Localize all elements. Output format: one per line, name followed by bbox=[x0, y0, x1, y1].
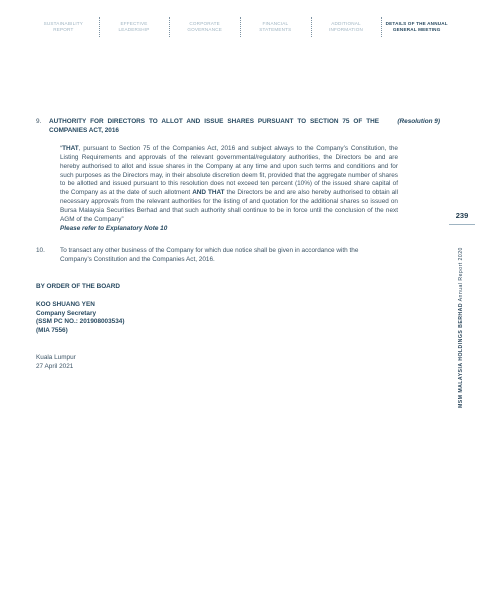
explanatory-note: Please refer to Explanatory Note 10 bbox=[60, 224, 168, 232]
signatory-block bbox=[36, 301, 448, 337]
item-number: 9. bbox=[36, 118, 42, 125]
nav-label-line1: FINANCIAL bbox=[262, 21, 289, 26]
resolution-label: (Resolution 9) bbox=[397, 118, 440, 125]
item-9-title: AUTHORITY FOR DIRECTORS TO ALLOT AND ISSUE SHARES PURSUANT TO SECTION 75 OF THE COMPANIES ACT, 2016 bbox=[49, 118, 379, 134]
page-number: 239 bbox=[455, 211, 469, 220]
and-that-keyword: AND THAT bbox=[192, 189, 225, 197]
quote-mark: “ bbox=[60, 144, 63, 152]
nav-label-line1: EFFECTIVE bbox=[120, 21, 148, 26]
item-9-heading bbox=[36, 118, 448, 136]
signer-name: KOO SHUANG YEN bbox=[36, 300, 95, 308]
nav-label-line2: LEADERSHIP bbox=[118, 27, 150, 32]
item-10-text: To transact any other business of the Company for which due notice shall be given in accordance with the Company’s Constitution and the Companies Act, 2016. bbox=[60, 246, 359, 263]
nav-effective-leadership[interactable] bbox=[99, 14, 170, 40]
side-report-label bbox=[458, 247, 464, 408]
place: Kuala Lumpur bbox=[36, 354, 76, 362]
nav-label-line2: REPORT bbox=[53, 27, 74, 32]
nav-label-line2: INFORMATION bbox=[329, 27, 364, 32]
signer-mia: (MIA 7556) bbox=[36, 327, 68, 335]
side-divider bbox=[449, 224, 475, 225]
nav-sustainability-report[interactable] bbox=[28, 14, 99, 40]
nav-label-line1: ADDITIONAL bbox=[331, 21, 361, 26]
that-keyword: THAT bbox=[62, 144, 79, 152]
nav-additional-information[interactable] bbox=[311, 14, 382, 40]
signer-role: Company Secretary bbox=[36, 309, 97, 317]
company-name: MSM MALAYSIA HOLDINGS BERHAD bbox=[458, 302, 464, 408]
place-date bbox=[36, 354, 448, 372]
nav-agm-details[interactable] bbox=[381, 14, 452, 40]
resolution-body-1: , pursuant to Section 75 of the Companies Act, 2016 and subject always to the Company’s Constitution, the Listing Requirements and approvals of the relevant governmental/regulatory authorities, the Directors be and are hereby authorised to allot and issue shares in the Company at any time and upon such terms and conditions and for such purposes as the Directors may, in their absolute discretion deem fit, provided that the aggregate number of shares to be allotted and issued pursuant to this resolution does not exceed ten percent (10%) of the issued share capital of the Company as at the date of such allotment bbox=[60, 144, 398, 197]
resolution-body-2: the Directors be and are also hereby authorised to obtain all necessary approvals from the relevant authorities for the listing of and quotation for the additional shares so issued on Bursa Malaysia Securities Berhad and that such authority shall continue to be in force until the conclusion of the next AGM of the Company” bbox=[60, 189, 399, 224]
main-content bbox=[36, 118, 448, 372]
report-name: Annual Report 2020 bbox=[458, 247, 464, 302]
order-of-board: BY ORDER OF THE BOARD bbox=[36, 282, 121, 290]
nav-label-line1: DETAILS OF THE ANNUAL bbox=[385, 21, 448, 26]
nav-label-line2: GENERAL MEETING bbox=[392, 27, 441, 32]
item-10 bbox=[36, 247, 448, 265]
signer-ssm: (SSM PC NO.: 201908003534) bbox=[36, 318, 125, 326]
top-navigation bbox=[28, 14, 452, 40]
item-number: 10. bbox=[36, 246, 45, 254]
nav-label-line2: STATEMENTS bbox=[259, 27, 292, 32]
resolution-text bbox=[60, 145, 398, 234]
nav-label-line1: CORPORATE bbox=[189, 21, 220, 26]
nav-label-line1: SUSTAINABILITY bbox=[43, 21, 84, 26]
nav-corporate-governance[interactable] bbox=[169, 14, 240, 40]
date: 27 April 2021 bbox=[36, 363, 74, 371]
nav-label-line2: GOVERNANCE bbox=[187, 27, 223, 32]
nav-financial-statements[interactable] bbox=[240, 14, 311, 40]
